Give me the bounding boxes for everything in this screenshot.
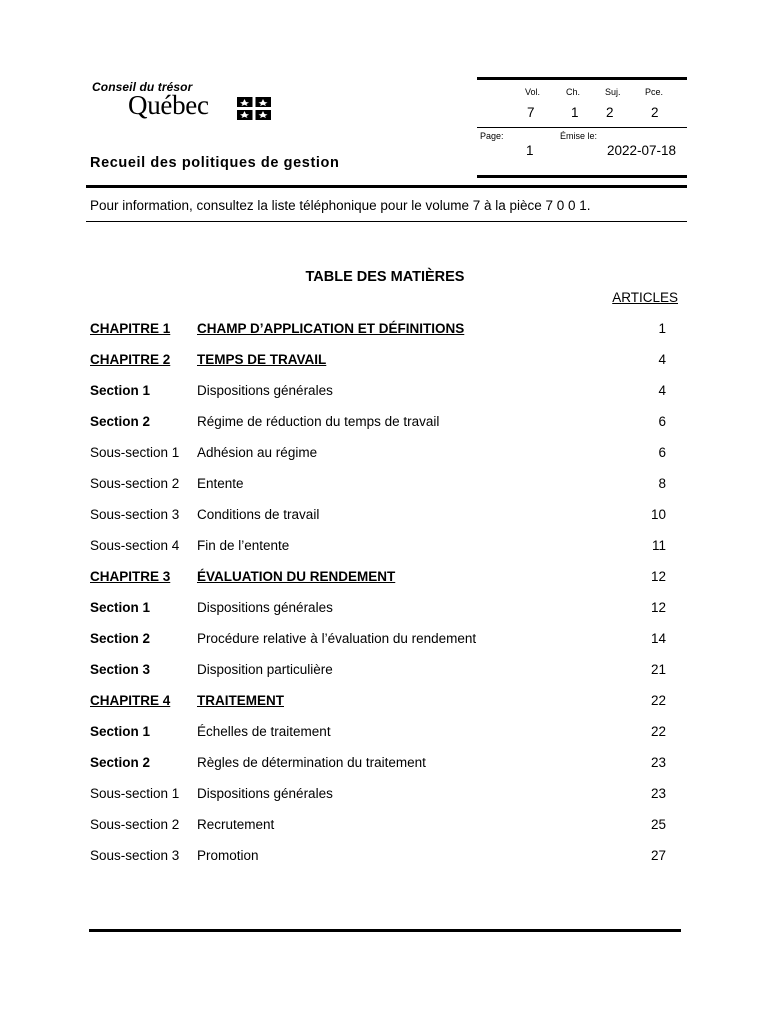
ref-bottom-rule [477, 175, 687, 178]
toc-row [90, 476, 680, 496]
org-line: Conseil du trésor [92, 80, 193, 94]
toc-row-label: Sous-section 1 [90, 445, 180, 460]
toc-row [90, 538, 680, 558]
toc-row-article: 12 [650, 600, 666, 615]
page-label: Page: [480, 131, 504, 141]
toc-row-label: CHAPITRE 2 [90, 352, 171, 367]
toc-row-title: Dispositions générales [197, 600, 333, 615]
toc-row-article: 4 [658, 383, 666, 398]
toc-row-article: 22 [650, 724, 666, 739]
toc-row-article: 8 [658, 476, 666, 491]
toc-row [90, 817, 680, 837]
toc-row-title: Conditions de travail [197, 507, 320, 522]
toc-row-label: Section 3 [90, 662, 151, 677]
toc-row [90, 414, 680, 434]
toc-row [90, 321, 680, 341]
ref-mid-rule [477, 127, 687, 128]
toc-row-article: 21 [650, 662, 666, 677]
emise-value: 2022-07-18 [607, 143, 677, 158]
toc-row-title: Disposition particulière [197, 662, 333, 677]
toc-row-article: 11 [651, 538, 666, 553]
info-line: Pour information, consultez la liste téléphonique pour le volume 7 à la pièce 7 0 0 1. [90, 198, 591, 213]
toc-row-title: Entente [197, 476, 244, 491]
toc-row [90, 662, 680, 682]
toc-row [90, 445, 680, 465]
toc-row-article: 25 [650, 817, 666, 832]
toc-row-label: Sous-section 2 [90, 817, 180, 832]
info-rule [86, 221, 687, 222]
toc-row-title: Régime de réduction du temps de travail [197, 414, 440, 429]
series-title: Recueil des politiques de gestion [90, 155, 340, 171]
toc-row-label: Section 1 [90, 724, 151, 739]
toc-title [0, 269, 770, 285]
ch-label: Ch. [566, 87, 581, 97]
toc-row-label: CHAPITRE 1 [90, 321, 171, 336]
toc-row-label: Sous-section 2 [90, 476, 180, 491]
toc-row [90, 755, 680, 775]
toc-row-article: 14 [650, 631, 666, 646]
suj-value: 2 [606, 105, 614, 120]
toc-row-title: Dispositions générales [197, 383, 333, 398]
ref-top-rule [477, 77, 687, 80]
toc-row-title: Échelles de traitement [197, 724, 331, 739]
toc-row-article: 6 [658, 414, 666, 429]
toc-row [90, 848, 680, 868]
toc-row-label: CHAPITRE 4 [90, 693, 171, 708]
toc-row-label: Sous-section 3 [90, 848, 180, 863]
toc-row-article: 1 [658, 321, 666, 336]
toc-row-article: 27 [650, 848, 666, 863]
toc-row-label: Section 2 [90, 414, 151, 429]
org-name: Québec [128, 90, 209, 120]
toc-row-title: Adhésion au régime [197, 445, 318, 460]
toc-row-article: 10 [650, 507, 666, 522]
suj-label: Suj. [605, 87, 621, 97]
fleurdelise-flag-icon [237, 97, 271, 120]
toc-row-article: 23 [650, 755, 666, 770]
pce-value: 2 [651, 105, 659, 120]
pce-label: Pce. [645, 87, 664, 97]
toc-row-title: ÉVALUATION DU RENDEMENT [197, 569, 396, 584]
toc-row-title: Dispositions générales [197, 786, 333, 801]
toc-row [90, 693, 680, 713]
toc-row-title: TEMPS DE TRAVAIL [197, 352, 327, 367]
toc-row-label: Section 2 [90, 755, 151, 770]
toc-row-label: Sous-section 4 [90, 538, 180, 553]
toc-row-label: CHAPITRE 3 [90, 569, 171, 584]
toc-row [90, 631, 680, 651]
toc-row-article: 12 [650, 569, 666, 584]
toc-row-label: Section 2 [90, 631, 151, 646]
footer-rule [89, 929, 681, 932]
toc-row-label: Section 1 [90, 383, 151, 398]
toc-row [90, 507, 680, 527]
vol-value: 7 [527, 105, 535, 120]
toc-row-article: 6 [658, 445, 666, 460]
header-rule [86, 185, 687, 188]
toc-row-title: TRAITEMENT [197, 693, 284, 708]
toc-row-title: Recrutement [197, 817, 275, 832]
toc-row-article: 4 [658, 352, 666, 367]
page-value: 1 [526, 143, 534, 158]
toc-row-article: 22 [650, 693, 666, 708]
toc-row-title: CHAMP D’APPLICATION ET DÉFINITIONS [197, 321, 465, 336]
toc-row-title: Fin de l’entente [197, 538, 290, 553]
toc-row [90, 383, 680, 403]
toc-row-title: Règles de détermination du traitement [197, 755, 426, 770]
articles-header: ARTICLES [612, 290, 678, 305]
toc-row-title: Procédure relative à l’évaluation du rendement [197, 631, 477, 646]
toc-row [90, 786, 680, 806]
toc-row-title: Promotion [197, 848, 259, 863]
emise-label: Émise le: [560, 131, 598, 141]
toc-row-label: Sous-section 3 [90, 507, 180, 522]
toc-row [90, 724, 680, 744]
toc-row-label: Sous-section 1 [90, 786, 180, 801]
toc-row-label: Section 1 [90, 600, 151, 615]
toc-row [90, 600, 680, 620]
ch-value: 1 [571, 105, 579, 120]
toc-row [90, 569, 680, 589]
vol-label: Vol. [525, 87, 541, 97]
toc-row [90, 352, 680, 372]
toc-row-article: 23 [650, 786, 666, 801]
toc-title-text: TABLE DES MATIÈRES [305, 269, 465, 285]
